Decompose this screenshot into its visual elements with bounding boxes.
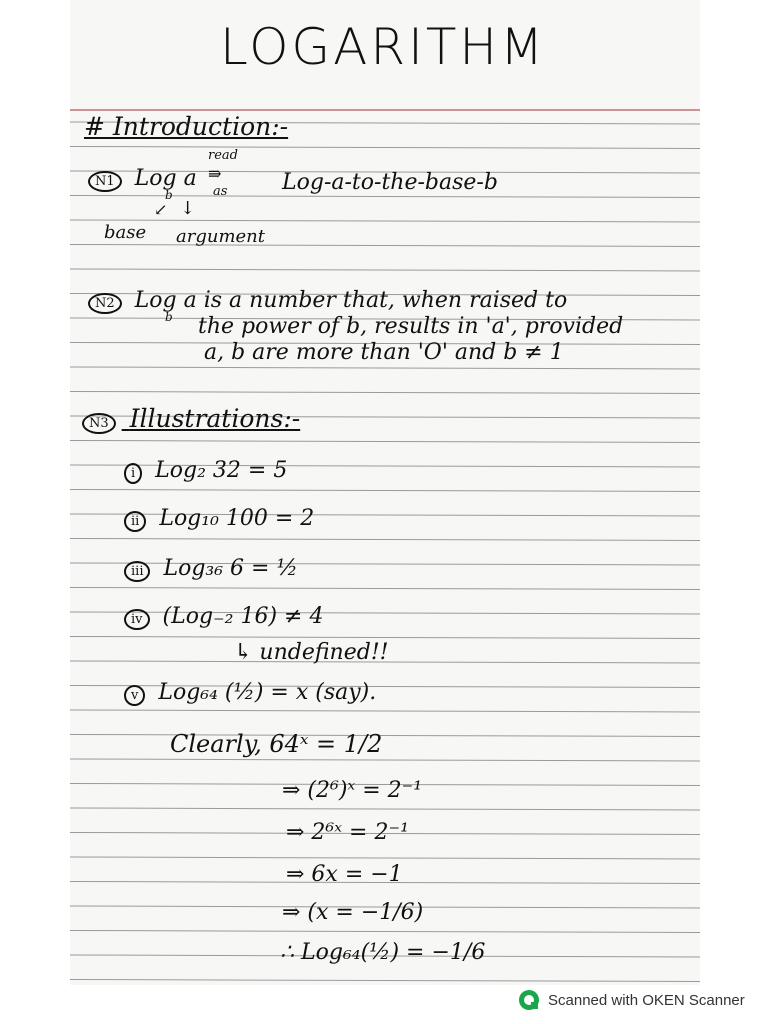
illustration-ii [124,506,314,532]
ruled-line [70,220,700,222]
n1-read-label: read [208,148,238,163]
n2-line2: the power of b, results in 'a', provided [198,314,624,339]
illustration-i [124,458,287,484]
working-step: ⇒ 6x = −1 [286,862,403,887]
ruled-line [70,367,700,369]
working-step: ∴ Log₆₄(½) = −1/6 [280,940,486,965]
ruled-line [70,808,700,810]
notebook-page [70,0,700,985]
n1-marker: N1 [88,171,122,192]
illustration-text: Log₆₄ (½) = x (say). [158,680,377,705]
n2-base-sub: b [165,310,173,324]
n1-base-sub: b [165,188,173,202]
ruled-line [70,441,700,443]
introduction-heading: # Introduction:- [84,112,289,141]
illustration-number: i [124,463,142,484]
illustration-iii [124,556,298,582]
working-step: ⇒ (2⁶)ˣ = 2⁻¹ [282,778,423,803]
n2-marker: N2 [88,293,122,314]
ruled-line [70,490,700,492]
n2-line1: Log a is a number that, when raised to [134,288,568,313]
working-step: ⇒ 2⁶ˣ = 2⁻¹ [286,820,409,845]
note-n2 [88,288,567,314]
n1-reading: Log-a-to-the-base-b [282,170,498,195]
working-step: Clearly, 64ˣ = 1/2 [170,730,383,758]
illustration-number: iv [124,609,150,630]
working-step: ⇒ (x = −1/6) [282,900,424,925]
illustrations-heading: Illustrations:- [129,404,301,433]
note-n1 [88,166,197,192]
base-label: base [104,222,147,243]
ruled-line [70,759,700,761]
scanner-watermark [518,989,745,1011]
ruled-line [70,245,700,247]
ruled-line [70,147,700,149]
illustration-number: iii [124,561,150,582]
illustration-number: ii [124,511,146,532]
double-arrow-icon: ⇛ [208,164,222,183]
ruled-line [70,392,700,394]
illustration-text: (Log₋₂ 16) ≠ 4 [162,604,324,629]
ruled-line [70,637,700,639]
n3-marker: N3 [82,413,116,434]
page-title: LOGARITHM [220,18,547,76]
ruled-line [70,857,700,859]
n2-line3: a, b are more than 'O' and b ≠ 1 [204,340,564,365]
illustration-iv [124,604,323,630]
ruled-line [70,539,700,541]
curved-arrow-icon: ↙ [154,200,168,219]
ruled-line [70,710,700,712]
illustrations-heading-row [82,404,300,434]
ruled-line [70,588,700,590]
illustration-number: v [124,685,145,706]
undefined-note: ↳ undefined!! [234,640,389,665]
ruled-line [70,931,700,933]
n1-expression: Log a [134,166,197,191]
argument-label: argument [176,226,265,247]
illustration-text: Log₁₀ 100 = 2 [159,506,315,531]
illustration-v [124,680,376,706]
illustration-text: Log₂ 32 = 5 [155,458,288,483]
oken-scanner-logo-icon [518,989,540,1011]
ruled-line [70,269,700,271]
down-arrow-icon: ↓ [180,198,196,219]
illustration-text: Log₃₆ 6 = ½ [163,556,298,581]
scanner-watermark-text: Scanned with OKEN Scanner [548,991,745,1009]
ruled-line [70,735,700,737]
ruled-line [70,980,700,982]
n1-as-label: as [213,184,228,199]
